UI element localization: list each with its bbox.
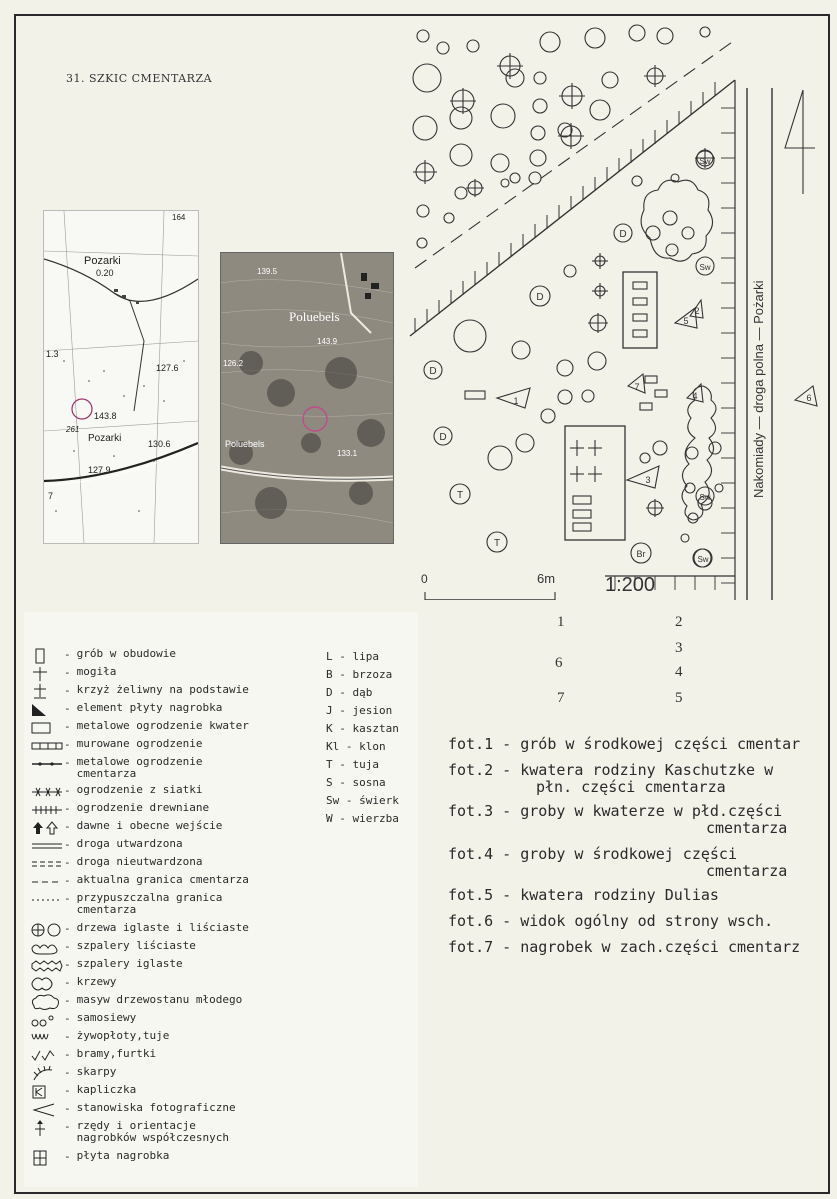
plan-tree-letter: Sw bbox=[699, 263, 711, 272]
legend-row: - grób w obudowie bbox=[30, 648, 300, 666]
legend-row: - skarpy bbox=[30, 1066, 300, 1084]
chapel-icon bbox=[30, 1084, 64, 1100]
plan-tree-letter: Sw bbox=[697, 555, 709, 564]
caption-continuation: płn. części cmentarza bbox=[536, 778, 726, 796]
scale-ratio: 1:200 bbox=[605, 574, 656, 596]
caption-prefix: fot.2 bbox=[448, 761, 494, 779]
legend-row: - samosiewy bbox=[30, 1012, 300, 1030]
assumed-border-icon bbox=[30, 892, 64, 908]
scale-zero: 0 bbox=[421, 572, 428, 586]
legend-label: metalowe ogrodzenie cmentarza bbox=[76, 755, 203, 780]
photo-index-number: 3 bbox=[675, 640, 683, 656]
tree-legend-row: W - wierzba bbox=[326, 812, 399, 825]
legend-label: kapliczka bbox=[76, 1083, 137, 1096]
legend-label: szpalery iglaste bbox=[76, 957, 183, 970]
legend-row: - kapliczka bbox=[30, 1084, 300, 1102]
legend-row: - dawne i obecne wejście bbox=[30, 820, 300, 838]
legend-row: - droga utwardzona bbox=[30, 838, 300, 856]
legend-panel bbox=[24, 612, 418, 1187]
plan-tree-letter: D bbox=[429, 366, 437, 377]
legend-label: droga utwardzona bbox=[76, 837, 183, 850]
topo-height-5: 1.3 bbox=[46, 349, 59, 359]
historic-lower-label: Poluebels bbox=[225, 439, 265, 449]
legend-label: przypuszczalna granica cmentarza bbox=[76, 891, 223, 916]
legend-label: samosiewy bbox=[76, 1011, 137, 1024]
legend-row: - przypuszczalna granica cmentarza bbox=[30, 892, 300, 910]
legend-row: - masyw drzewostanu młodego bbox=[30, 994, 300, 1012]
tree-legend-row: L - lipa bbox=[326, 650, 379, 663]
legend-row: - stanowiska fotograficzne bbox=[30, 1102, 300, 1120]
tree-legend-row: J - jesion bbox=[326, 704, 393, 717]
legend-label: płyta nagrobka bbox=[76, 1149, 170, 1162]
legend-row: - ogrodzenie drewniane bbox=[30, 802, 300, 820]
legend-label: krzyż żeliwny na podstawie bbox=[76, 683, 249, 696]
tree-legend-row: B - brzoza bbox=[326, 668, 393, 681]
wire-fence-icon bbox=[30, 784, 64, 800]
photo-caption: fot.2 - kwatera rodziny Kaschutzke w bbox=[448, 761, 774, 779]
legend-row: - krzyż żeliwny na podstawie bbox=[30, 684, 300, 702]
legend-row: - element płyty nagrobka bbox=[30, 702, 300, 720]
legend-row: - metalowe ogrodzenie kwater bbox=[30, 720, 300, 738]
topo-height-1: 127.6 bbox=[156, 363, 179, 373]
caption-prefix: fot.6 bbox=[448, 912, 494, 930]
legend-label: stanowiska fotograficzne bbox=[76, 1101, 236, 1114]
caption-text: grób w środkowej części cmentar bbox=[520, 735, 801, 753]
photo-index-number: 7 bbox=[557, 690, 565, 706]
legend-label: skarpy bbox=[76, 1065, 117, 1078]
north-arrow-head bbox=[785, 90, 815, 148]
legend-label: krzewy bbox=[76, 975, 117, 988]
shrubs-icon bbox=[30, 976, 64, 992]
topo-marker-hint: 261 bbox=[66, 425, 80, 434]
legend-label: szpalery liściaste bbox=[76, 939, 196, 952]
legend-label: ogrodzenie drewniane bbox=[76, 801, 210, 814]
historic-height-2: 143.9 bbox=[317, 337, 338, 346]
legend-label: rzędy i orientacje nagrobków współczesnych bbox=[76, 1119, 229, 1144]
topo-edge-digit: 7 bbox=[48, 491, 54, 501]
legend-row: - rzędy i orientacje nagrobków współczesnych bbox=[30, 1120, 300, 1138]
caption-text: nagrobek w zach.części cmentarz bbox=[520, 938, 801, 956]
historic-height-1: 139.5 bbox=[257, 267, 278, 276]
tree-legend-row: K - kasztan bbox=[326, 722, 399, 735]
plan-tree-letter: D bbox=[536, 292, 544, 303]
legend-row: - ogrodzenie z siatki bbox=[30, 784, 300, 802]
photo-caption: fot.7 - nagrobek w zach.części cmentarz bbox=[448, 938, 801, 956]
legend-label: murowane ogrodzenie bbox=[76, 737, 203, 750]
deciduous-row-icon bbox=[30, 940, 64, 956]
legend-row: - płyta nagrobka bbox=[30, 1150, 300, 1168]
gates-icon bbox=[30, 1048, 64, 1064]
plan-photo-number: 6 bbox=[806, 393, 812, 403]
caption-continuation: cmentarza bbox=[706, 819, 788, 837]
topo-place-pop: 0.20 bbox=[96, 268, 114, 278]
metal-cemetery-fence-icon bbox=[30, 756, 64, 772]
brick-fence-icon bbox=[30, 738, 64, 754]
plan-photo-number: 1 bbox=[513, 396, 519, 406]
plan-photo-number: 3 bbox=[645, 475, 651, 485]
plan-photo-number: 4 bbox=[692, 391, 698, 401]
legend-row: - szpalery liściaste bbox=[30, 940, 300, 958]
legend-row: - metalowe ogrodzenie cmentarza bbox=[30, 756, 300, 774]
historic-map-drawing bbox=[221, 253, 393, 543]
escarpment-icon bbox=[30, 1066, 64, 1082]
dirt-road-icon bbox=[30, 856, 64, 872]
historic-map bbox=[220, 252, 394, 544]
legend-label: ogrodzenie z siatki bbox=[76, 783, 203, 796]
topo-height-2: 143.8 bbox=[94, 411, 117, 421]
plan-tree-letter: D bbox=[439, 432, 447, 443]
caption-prefix: fot.1 bbox=[448, 735, 494, 753]
topo-height-3: 130.6 bbox=[148, 439, 171, 449]
tree-legend-row: D - dąb bbox=[326, 686, 373, 699]
tree-legend-row: S - sosna bbox=[326, 776, 386, 789]
legend-row: - szpalery iglaste bbox=[30, 958, 300, 976]
plan-tree-letter: T bbox=[493, 538, 501, 549]
historic-place-name: Poluebels bbox=[289, 309, 340, 324]
caption-prefix: fot.7 bbox=[448, 938, 494, 956]
legend-label: mogiła bbox=[76, 665, 117, 678]
metal-fence-icon bbox=[30, 720, 64, 736]
scale-end: 6m bbox=[537, 571, 556, 586]
caption-prefix: fot.5 bbox=[448, 886, 494, 904]
topo-place-name-lower: Pozarki bbox=[88, 433, 122, 444]
entrance-arrow-icon bbox=[30, 820, 64, 836]
wood-fence-icon bbox=[30, 802, 64, 818]
legend-row: - aktualna granica cmentarza bbox=[30, 874, 300, 892]
caption-text: groby w kwaterze w płd.części bbox=[520, 802, 783, 820]
caption-text: groby w środkowej części bbox=[520, 845, 737, 863]
conifer-row-icon bbox=[30, 958, 64, 974]
photo-caption: fot.1 - grób w środkowej części cmentar bbox=[448, 735, 801, 753]
photo-caption: fot.3 - groby w kwaterze w płd.części bbox=[448, 802, 783, 820]
legend-row: - mogiła bbox=[30, 666, 300, 684]
hedge-icon bbox=[30, 1030, 64, 1046]
tree-legend-row: T - tuja bbox=[326, 758, 379, 771]
legend-label: element płyty nagrobka bbox=[76, 701, 223, 714]
topographic-map-drawing bbox=[44, 211, 198, 543]
caption-text: kwatera rodziny Dulias bbox=[520, 886, 719, 904]
caption-text: widok ogólny od strony wsch. bbox=[520, 912, 774, 930]
photo-index-number: 4 bbox=[675, 664, 683, 680]
plan-tree-letter: Br bbox=[636, 549, 646, 559]
paved-road-icon bbox=[30, 838, 64, 854]
cemetery-plan-drawing bbox=[405, 18, 830, 600]
photo-caption: fot.5 - kwatera rodziny Dulias bbox=[448, 886, 719, 904]
historic-height-4: 133.1 bbox=[337, 449, 358, 458]
legend-row: - droga nieutwardzona bbox=[30, 856, 300, 874]
legend-label: grób w obudowie bbox=[76, 647, 176, 660]
grave-box-icon bbox=[30, 648, 64, 664]
legend-row: - murowane ogrodzenie bbox=[30, 738, 300, 756]
legend-row: - krzewy bbox=[30, 976, 300, 994]
tree-legend-row: Sw - świerk bbox=[326, 794, 399, 807]
topo-place-name: Pozarki bbox=[84, 255, 121, 267]
legend-row: - bramy,furtki bbox=[30, 1048, 300, 1066]
photo-caption: fot.6 - widok ogólny od strony wsch. bbox=[448, 912, 774, 930]
plan-photo-number: 2 bbox=[694, 306, 700, 316]
caption-text: kwatera rodziny Kaschutzke w bbox=[520, 761, 774, 779]
legend-label: drzewa iglaste i liściaste bbox=[76, 921, 249, 934]
cross-icon bbox=[30, 666, 64, 682]
topo-height-4: 127.9 bbox=[88, 465, 111, 475]
photo-caption: fot.4 - groby w środkowej części bbox=[448, 845, 737, 863]
iron-cross-icon bbox=[30, 684, 64, 700]
topographic-map bbox=[43, 210, 199, 544]
self-sown-icon bbox=[30, 1012, 64, 1028]
rows-orientation-icon bbox=[30, 1120, 64, 1136]
plan-photo-number: 5 bbox=[683, 316, 689, 326]
legend-label: dawne i obecne wejście bbox=[76, 819, 223, 832]
trees-icon bbox=[30, 922, 64, 938]
plan-tree-letter: Sw bbox=[699, 493, 711, 502]
photo-position-icon bbox=[30, 1102, 64, 1118]
current-border-icon bbox=[30, 874, 64, 890]
plan-tree-letter: T bbox=[456, 490, 464, 501]
caption-prefix: fot.4 bbox=[448, 845, 494, 863]
caption-continuation: cmentarza bbox=[706, 862, 788, 880]
plan-photo-number: 7 bbox=[634, 382, 640, 392]
photo-index-number: 5 bbox=[675, 690, 683, 706]
young-stand-icon bbox=[30, 994, 64, 1010]
slab-grid-icon bbox=[30, 1150, 64, 1166]
legend-label: żywopłoty,tuje bbox=[76, 1029, 170, 1042]
photo-index-number: 6 bbox=[555, 655, 563, 671]
plan-tree-letter: D bbox=[619, 229, 627, 240]
page-title: 31. SZKIC CMENTARZA bbox=[66, 72, 213, 85]
legend-label: droga nieutwardzona bbox=[76, 855, 203, 868]
historic-height-3: 126.2 bbox=[223, 359, 244, 368]
legend-label: bramy,furtki bbox=[76, 1047, 157, 1060]
legend-label: masyw drzewostanu młodego bbox=[76, 993, 243, 1006]
tree-legend-row: Kl - klon bbox=[326, 740, 386, 753]
legend-label: aktualna granica cmentarza bbox=[76, 873, 249, 886]
legend-label: metalowe ogrodzenie kwater bbox=[76, 719, 249, 732]
legend-row: - żywopłoty,tuje bbox=[30, 1030, 300, 1048]
topo-corner-num: 164 bbox=[172, 213, 186, 222]
photo-index-number: 1 bbox=[557, 614, 565, 630]
photo-index-number: 2 bbox=[675, 614, 683, 630]
plan-tree-letter: Sw bbox=[699, 157, 711, 166]
caption-prefix: fot.3 bbox=[448, 802, 494, 820]
slab-element-icon bbox=[30, 702, 64, 718]
cemetery-plan bbox=[405, 18, 830, 600]
road-label: Nakomiady — droga polna — Pożarki bbox=[751, 280, 766, 498]
legend-row: - drzewa iglaste i liściaste bbox=[30, 922, 300, 940]
